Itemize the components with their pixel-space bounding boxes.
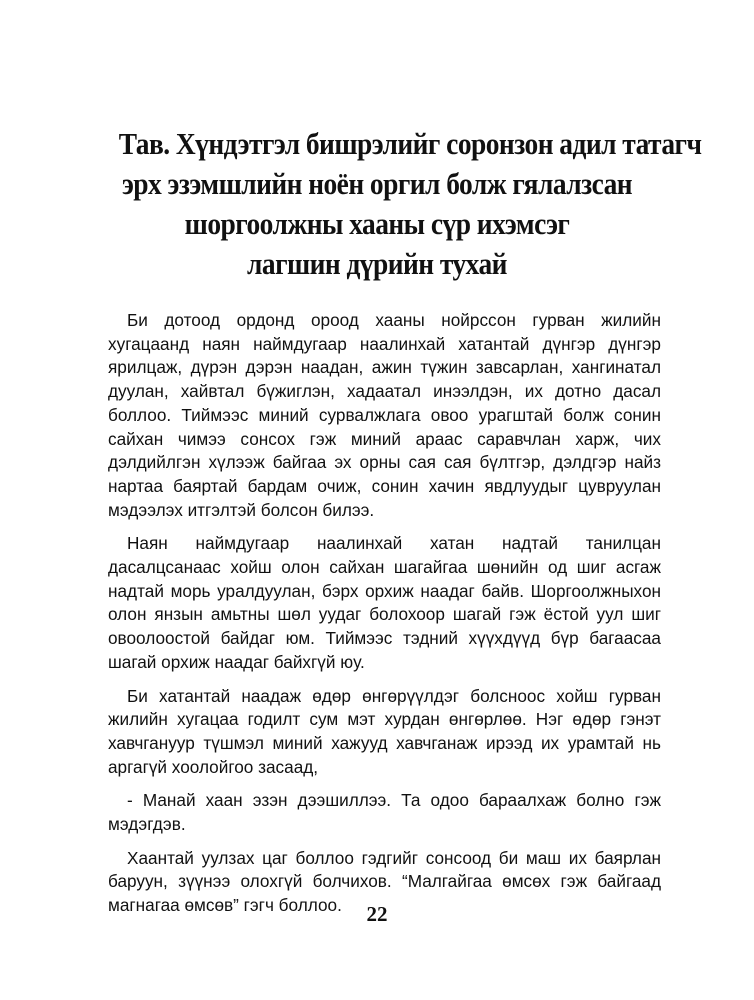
paragraph: Наян наймдугаар наалинхай хатан надтай танилцан дасалцсанаас хойш олон сайхан шагайгаа шөнийн од шиг асгаж надтай морь уралдуулан, бэрх орхиж наадаг байв. Шоргоолжныхон олон янзын амьтны шөл уудаг болохоор шагай гэж ёстой уул шиг овоолоостой байдаг юм. Тиймээс тэдний хүүхдүүд бүр багаасаа шагай орхиж наадаг байхгүй юу.: [108, 533, 661, 672]
chapter-title-line: шоргоолжны хааны сүр ихэмсэг: [184, 207, 570, 241]
page-number: 22: [366, 902, 388, 926]
paragraph: Би хатантай наадаж өдөр өнгөрүүлдэг болсноос хойш гурван жилийн хугацаа годилт сум мэт хурдан өнгөрлөө. Нэг өдөр гэнэт хавчгануур түшмэл миний хажууд хавчганаж ирээд их урамтай нь аргагүй хоолойгоо засаад,: [108, 685, 661, 777]
chapter-title-line: эрх эзэмшлийн ноён оргил болж гялалзсан: [121, 167, 633, 201]
chapter-title: [118, 124, 702, 284]
dialogue-paragraph: - Манай хаан эзэн дээшиллээ. Та одоо бараалхаж болно гэж мэдэгдэв.: [108, 790, 661, 835]
body-text: [108, 309, 661, 928]
paragraph: Би дотоод ордонд ороод хааны нойрссон гурван жилийн хугацаанд наян наймдугаар наалинхай хатантай дүнгэр дүнгэр ярилцаж, дүрэн дэрэн наадан, ажин түжин завсарлан, хангинатал дуулан, хайвтал бүжиглэн, хадаатал инээлдэн, их дотно дасал боллоо. Тиймээс миний сурвалжлага овоо урагштай болж сонин сайхан чимээ сонсох гэж миний араас саравчлан харж, чих дэлдийлгэн хүлээж байгаа эх орны сая сая бүлтгэр, дэлдгэр найз нартаа баяртай бардам очиж, сонин хачин явдлуудыг цувруулан мэдээлэх итгэлтэй болсон билээ.: [108, 310, 661, 520]
chapter-title-line: лагшин дүрийн тухай: [247, 247, 507, 281]
paragraph: Хаантай уулзах цаг боллоо гэдгийг сонсоод би маш их баярлан баруун, зүүнээ олохгүй болчихов. “Малгайгаа өмсөх гэж байгаад магнагаа өмсөв” гэгч боллоо.: [108, 847, 661, 916]
chapter-title-line: Тав. Хүндэтгэл бишрэлийг соронзон адил татагч: [118, 127, 702, 161]
